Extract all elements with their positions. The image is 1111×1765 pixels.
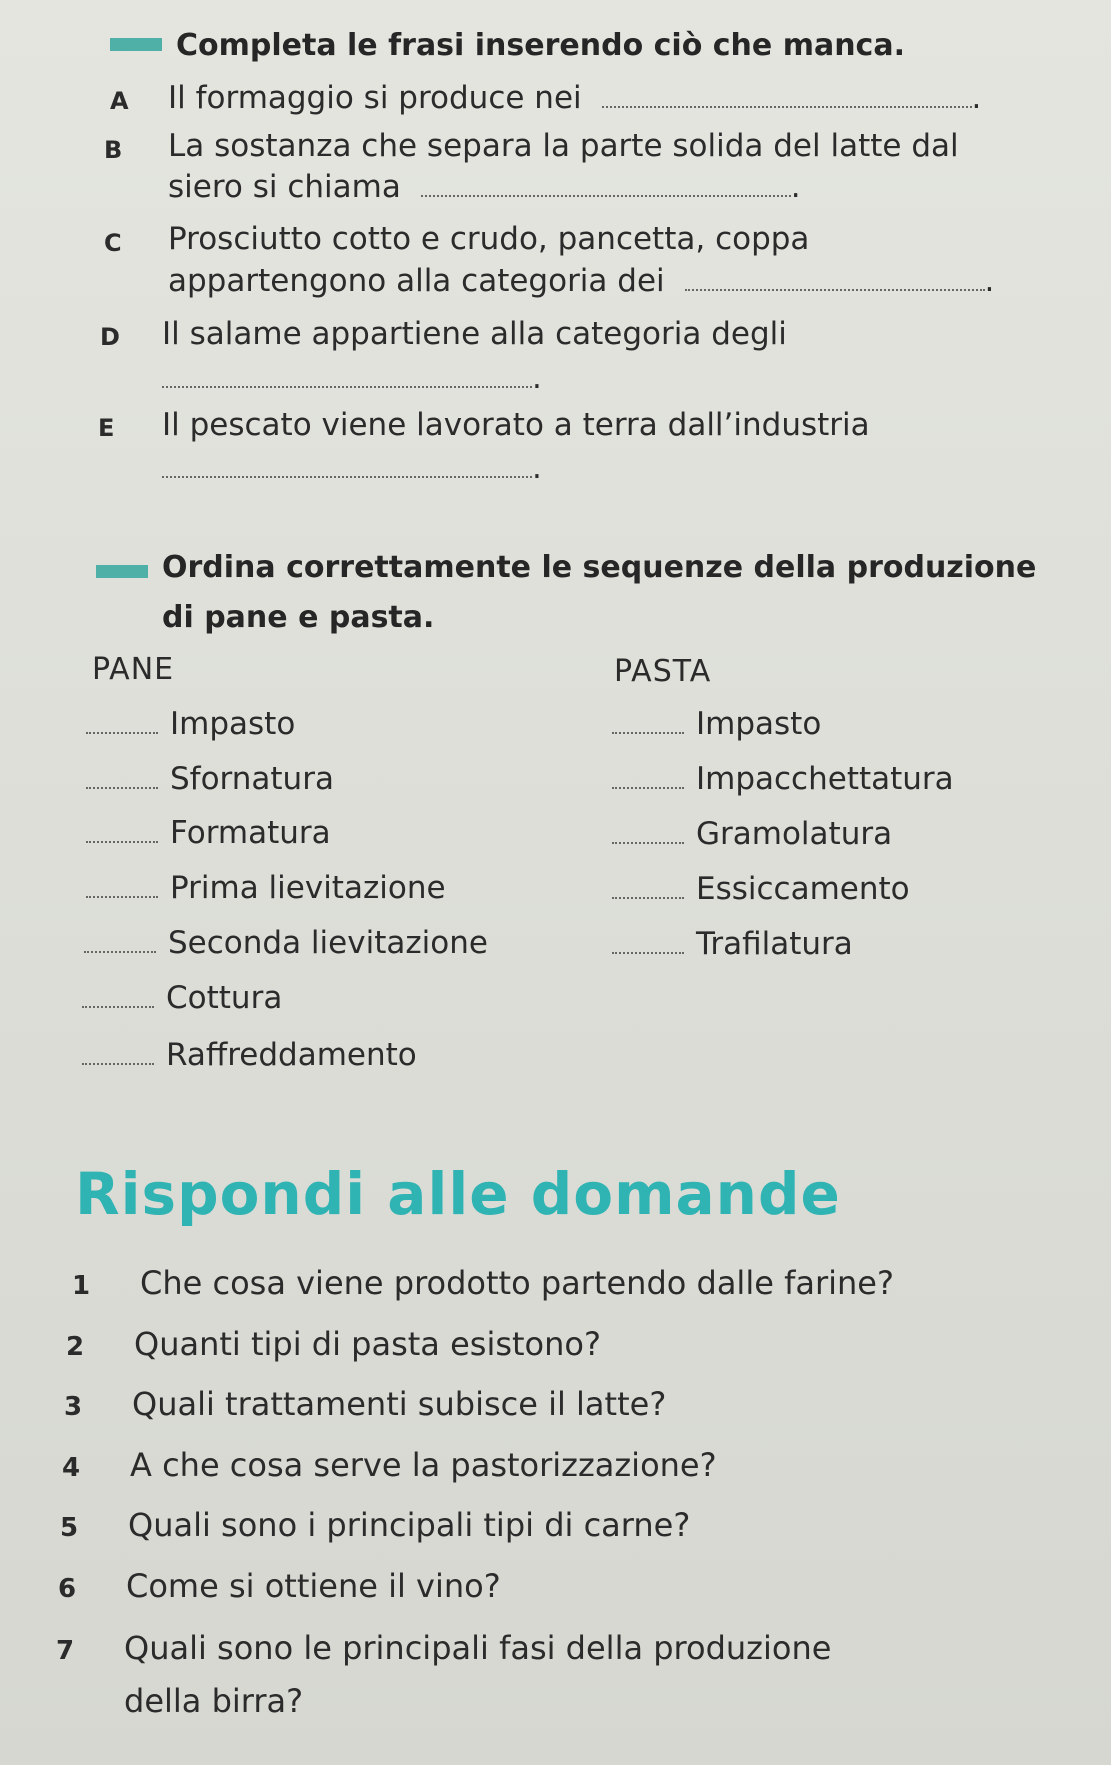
section2-heading-line2: di pane e pasta. <box>162 600 435 635</box>
item-d-line1: Il salame appartiene alla categoria degli <box>162 316 787 352</box>
exercise-marker <box>110 38 162 51</box>
item-e-line1: Il pescato viene lavorato a terra dall’industria <box>162 407 870 443</box>
question: 7 Quali sono le principali fasi della produzione <box>56 1629 832 1667</box>
question-continuation: della birra? <box>124 1682 304 1720</box>
question: 6 Come si ottiene il vino? <box>58 1567 501 1605</box>
pane-step: Seconda lievitazione <box>84 925 488 961</box>
item-c-line2: appartengono alla categoria dei . <box>168 263 995 299</box>
pane-step-blank[interactable] <box>86 896 158 898</box>
item-letter-d: D <box>100 323 120 351</box>
item-letter-e: E <box>98 414 115 442</box>
pane-step: Cottura <box>82 980 282 1016</box>
pane-step-blank[interactable] <box>86 841 158 843</box>
item-b-line2: siero si chiama . <box>168 169 801 205</box>
pasta-step-blank[interactable] <box>612 787 684 789</box>
pasta-column-label: PASTA <box>614 654 712 689</box>
pane-step-blank[interactable] <box>84 951 156 953</box>
question: 5 Quali sono i principali tipi di carne? <box>60 1506 691 1544</box>
question: 4 A che cosa serve la pastorizzazione? <box>62 1446 717 1484</box>
item-a-text: Il formaggio si produce nei <box>168 80 582 116</box>
section3-title: Rispondi alle domande <box>75 1160 841 1228</box>
item-e-blank[interactable] <box>162 476 532 478</box>
pane-step: Impasto <box>86 706 295 742</box>
pasta-step: Impasto <box>612 706 821 742</box>
item-b-line1: La sostanza che separa la parte solida del latte dal <box>168 128 959 164</box>
pasta-step: Essiccamento <box>612 871 910 907</box>
item-letter-b: B <box>104 136 123 164</box>
pane-column-label: PANE <box>92 652 175 687</box>
pasta-step-blank[interactable] <box>612 952 684 954</box>
section2-heading-line1: Ordina correttamente le sequenze della produzione <box>162 550 1037 585</box>
pane-step-blank[interactable] <box>86 787 158 789</box>
item-c-line1: Prosciutto cotto e crudo, pancetta, coppa <box>168 221 810 257</box>
exercise-marker <box>96 565 148 578</box>
pane-step: Prima lievitazione <box>86 870 446 906</box>
question: 2 Quanti tipi di pasta esistono? <box>66 1325 601 1363</box>
item-a-blank[interactable] <box>602 106 972 108</box>
pane-step: Formatura <box>86 815 331 851</box>
pane-step-blank[interactable] <box>86 732 158 734</box>
question: 1 Che cosa viene prodotto partendo dalle farine? <box>72 1264 894 1302</box>
pasta-step-blank[interactable] <box>612 732 684 734</box>
pasta-step: Gramolatura <box>612 816 892 852</box>
question: 3 Quali trattamenti subisce il latte? <box>64 1385 667 1423</box>
item-letter-a: A <box>110 87 129 115</box>
pasta-step: Trafilatura <box>612 926 853 962</box>
pasta-step-blank[interactable] <box>612 842 684 844</box>
item-b-blank[interactable] <box>421 195 791 197</box>
item-d-line2: . <box>162 358 542 399</box>
item-e-line2: . <box>162 448 542 489</box>
item-letter-c: C <box>104 229 122 257</box>
pane-step-blank[interactable] <box>82 1063 154 1065</box>
pane-step: Sfornatura <box>86 761 334 797</box>
section1-heading: Completa le frasi inserendo ciò che manca. <box>176 28 905 63</box>
pane-step: Raffreddamento <box>82 1037 417 1073</box>
pasta-step-blank[interactable] <box>612 897 684 899</box>
item-d-blank[interactable] <box>162 386 532 388</box>
item-a: Il formaggio si produce nei . <box>168 80 982 116</box>
item-c-blank[interactable] <box>685 289 985 291</box>
pane-step-blank[interactable] <box>82 1006 154 1008</box>
pasta-step: Impacchettatura <box>612 761 954 797</box>
